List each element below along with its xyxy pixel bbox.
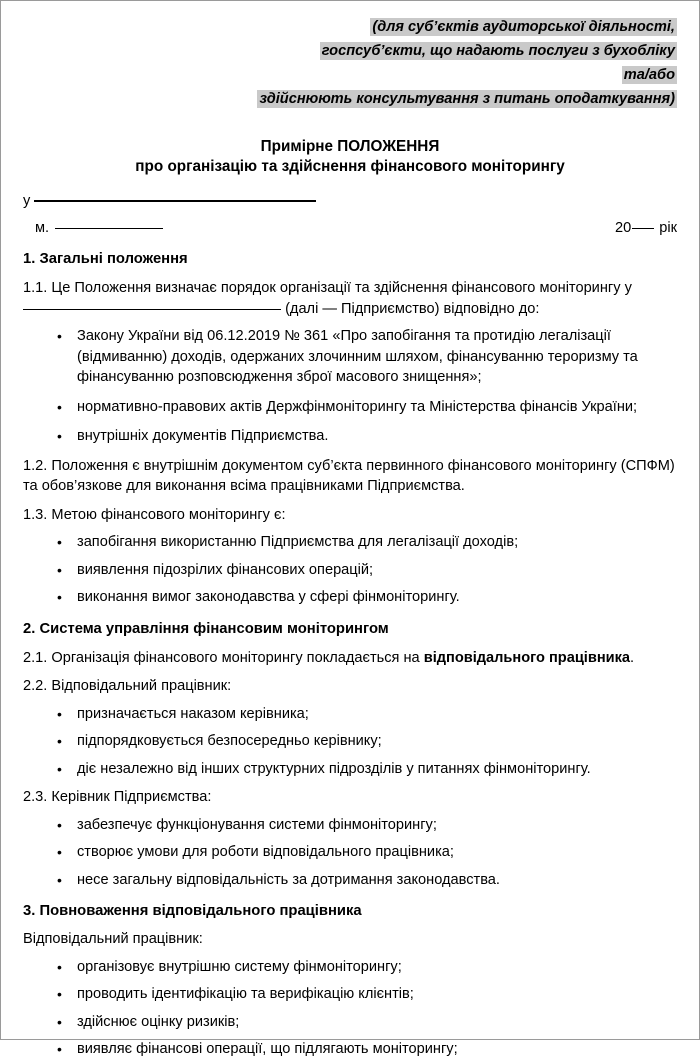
page-title	[23, 137, 677, 177]
document-body	[1, 1, 699, 1060]
list-item: • проводить ідентифікацію та верифікацію клієнтів;	[77, 984, 677, 1005]
paragraph-3-intro: Відповідальний працівник:	[23, 931, 203, 947]
bullet-list-2-3	[23, 815, 677, 891]
section-heading-2: 2. Система управління фінансовим моніторингом	[23, 620, 389, 637]
list-item: • Закону України від 06.12.2019 № 361 «Про запобігання та протидію легалізації (відмиванню) доходів, одержаних злочинним шляхом, фінансуванню тероризму та фінансуванню розповсюдження зброї масового знищення»;	[77, 326, 677, 388]
organization-blank-field[interactable]	[34, 200, 316, 202]
year-blank-field[interactable]	[632, 228, 654, 229]
list-item: • несе загальну відповідальність за дотримання законодавства.	[77, 870, 677, 891]
year-group	[615, 218, 677, 238]
list-item: • здійснює оцінку ризиків;	[77, 1012, 677, 1033]
header-note-line-2	[23, 39, 677, 63]
list-item: • діє незалежно від інших структурних підрозділів у питаннях фінмоніторингу.	[77, 759, 677, 780]
city-group	[23, 218, 163, 238]
header-note-text-4: здійснюють консультування з питань оподаткування)	[259, 91, 675, 107]
paragraph-1-2: 1.2. Положення є внутрішнім документом суб’єкта первинного фінансового моніторингу (СПФМ) та обов’язкове для виконання всіма працівниками Підприємства.	[23, 457, 675, 494]
paragraph-2-1-part-b: .	[630, 649, 635, 666]
list-item: • виконання вимог законодавства у сфері фінмоніторингу.	[77, 587, 677, 608]
paragraph-1-1	[23, 278, 677, 319]
city-blank-field[interactable]	[55, 228, 163, 229]
list-item: • підпорядковується безпосередньо керівнику;	[77, 731, 677, 752]
enterprise-blank-field[interactable]	[23, 309, 281, 310]
header-note	[23, 15, 677, 111]
paragraph-1-1-part-b: (далі — Підприємство) відповідно до:	[285, 300, 540, 317]
section-heading-1: 1. Загальні положення	[23, 251, 188, 267]
list-item: • виявляє фінансові операції, що підлягають моніторингу;	[77, 1039, 677, 1060]
organization-label: у	[23, 193, 31, 209]
paragraph-2-1-emphasis: відповідального працівника	[423, 649, 631, 666]
list-item: • нормативно-правових актів Держфінмоніторингу та Міністерства фінансів України;	[77, 397, 677, 418]
paragraph-1-1-part-a: 1.1. Це Положення визначає порядок організації та здійснення фінансового моніторингу у	[23, 280, 632, 296]
year-prefix: 20	[615, 220, 632, 236]
organization-line	[23, 191, 677, 211]
paragraph-2-1-part-a: 2.1. Організація фінансового моніторингу покладається на	[23, 649, 424, 666]
list-item: • організовує внутрішню систему фінмоніторингу;	[77, 957, 677, 978]
header-note-text-3: та/або	[623, 67, 675, 83]
header-note-text-2: госпсуб’єкти, що надають послуги з бухобліку	[321, 43, 675, 59]
list-item: • призначається наказом керівника;	[77, 704, 677, 725]
header-note-text-1: (для суб’єктів аудиторської діяльності,	[372, 19, 675, 35]
bullet-list-3	[23, 957, 677, 1060]
city-label: м.	[35, 220, 50, 236]
year-suffix: рік	[659, 220, 677, 236]
page-title-line-1: Примірне ПОЛОЖЕННЯ	[260, 138, 440, 155]
bullet-list-1-3	[23, 532, 677, 608]
city-date-line	[23, 218, 677, 238]
bullet-list-2-2	[23, 704, 677, 780]
header-note-line-4	[23, 87, 677, 111]
page-title-line-2: про організацію та здійснення фінансового моніторингу	[135, 158, 565, 175]
bullet-list-1-1	[23, 326, 677, 447]
paragraph-2-3: 2.3. Керівник Підприємства:	[23, 789, 212, 805]
list-item: • забезпечує функціонування системи фінмоніторингу;	[77, 815, 677, 836]
list-item: • запобігання використанню Підприємства для легалізації доходів;	[77, 532, 677, 553]
header-note-line-3	[23, 63, 677, 87]
paragraph-2-1	[23, 648, 677, 669]
list-item: • виявлення підозрілих фінансових операцій;	[77, 560, 677, 581]
section-heading-3: 3. Повноваження відповідального працівника	[23, 903, 362, 919]
list-item: • створює умови для роботи відповідального працівника;	[77, 842, 677, 863]
paragraph-2-2: 2.2. Відповідальний працівник:	[23, 678, 232, 694]
paragraph-1-3: 1.3. Метою фінансового моніторингу є:	[23, 506, 286, 523]
header-note-line-1	[23, 15, 677, 39]
list-item: • внутрішніх документів Підприємства.	[77, 426, 677, 447]
